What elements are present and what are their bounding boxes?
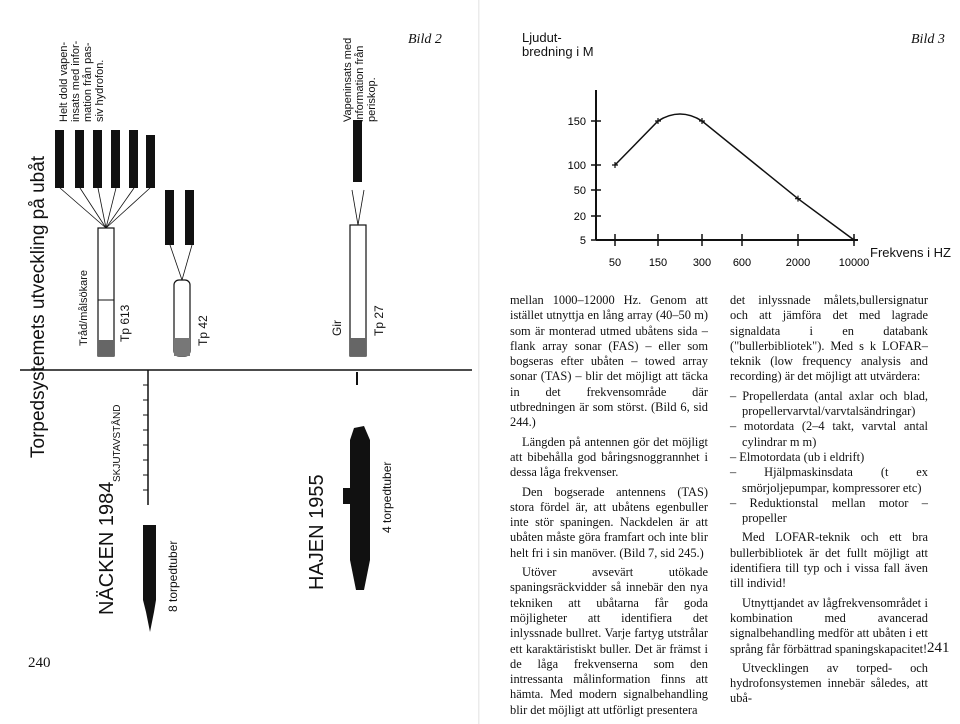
figure-label-bild-3: Bild 3 bbox=[911, 32, 945, 47]
y-tick-label: 150 bbox=[567, 116, 586, 128]
x-tick-label: 10000 bbox=[838, 257, 870, 269]
figure-label-bild-2: Bild 2 bbox=[408, 32, 442, 47]
x-tick-label: 300 bbox=[692, 257, 712, 269]
col2-paragraph-1: det inlyssnade målets,bullersignatur och att jämföra det med lagrade signaldata i en databank ("bullerbibliotek"). Med s k LOFAR–teknik (low frequency analysis and recording) är det möjligt att utvärdera: bbox=[730, 293, 928, 384]
guidance-wires bbox=[60, 188, 150, 228]
series-line bbox=[615, 114, 854, 240]
list-item: – Hjälpmaskinsdata (t ex smörjoljepumpar, kompressorer etc) bbox=[730, 465, 928, 495]
page-number-right: 241 bbox=[927, 640, 950, 656]
submarine-hajen bbox=[350, 426, 370, 590]
label-tubes-naecken: 8 torpedtuber bbox=[166, 540, 180, 612]
chart-y-axis-label: Ljudut- bredning i M bbox=[522, 30, 594, 59]
y-tick-label: 50 bbox=[573, 185, 586, 197]
col1-paragraph-1: mellan 1000–12000 Hz. Genom att istället utnyttja en lång array (40–50 m) som är monterad utmed ubåtens sida – flank array sonar (FAS) – eller som bogseras efter ubåten – towed array sonar (TAS) – blir det möjligt att täcka in det frekvensområde där utbredningen är som störst. (Bild 6, sid 244.) bbox=[510, 293, 708, 430]
figure-title: Torpedsystemets utveckling på ubåt bbox=[28, 155, 49, 458]
label-launch-distance: SKJUTAVSTÅND bbox=[112, 404, 123, 482]
note-periscope: Vapeninsats med information från periskop. bbox=[342, 37, 378, 122]
chart-x-axis-label: Frekvens i HZ bbox=[870, 245, 951, 260]
text-column-1 bbox=[510, 293, 708, 722]
torpedo-tp27 bbox=[350, 225, 366, 356]
x-tick-label: 50 bbox=[608, 257, 622, 269]
submarine-naecken bbox=[143, 525, 156, 632]
list-item: – Propellerdata (antal axlar och blad, propellervarvtal/varvtalsändringar) bbox=[730, 388, 928, 419]
x-tick-label: 2000 bbox=[785, 257, 811, 269]
label-naecken-1984: NÄCKEN 1984 bbox=[96, 481, 118, 615]
col1-paragraph-2: Längden på antennen gör det möjligt att bibehålla god båringsnoggrannhet i dessa låga frekvenser. bbox=[510, 434, 708, 480]
label-gyro: Gir bbox=[330, 320, 344, 336]
text-column-2 bbox=[730, 293, 928, 711]
col2-paragraph-2: Med LOFAR-teknik och ett bra bullerbibliotek är det fullt möjligt att identifiera till typ och i vissa fall även till individ! bbox=[730, 530, 928, 591]
label-tp42: Tp 42 bbox=[196, 315, 210, 346]
label-tp27: Tp 27 bbox=[372, 305, 386, 336]
list-item: – Reduktionstal mellan motor – propeller bbox=[730, 495, 928, 526]
label-guidance: Tråd/målsökare bbox=[78, 269, 90, 346]
torpedo-tp613 bbox=[98, 228, 114, 356]
y-tick-label: 5 bbox=[579, 235, 586, 247]
col1-paragraph-4: Utöver avsevärt utökade spaningsräckvidder så innebär den nya tekniken att ubåtarna får goda möjligheter att identifiera det inlyssnade bullret. Varje fartyg utstrålar ett karaktäristiskt buller. Det är främst i de låga frekvenserna som den intressanta målinformation finns att hämta. Med modern signalbehandling blir det möjligt att utförligt presentera bbox=[510, 565, 708, 717]
col1-paragraph-3: Den bogserade antennens (TAS) stora fördel är, att ubåtens egenbuller inte stör spaningen. Nackdelen är att ubåten måste göra framfart och inte blir helt fri i sin manöver. (Bild 7, sid 245.) bbox=[510, 484, 708, 560]
col2-paragraph-3: Utnyttjandet av lågfrekvensområdet i kombination med avancerad signalbehandling medför att ubåten i ett språng får förbättrad spaningskapacitet! bbox=[730, 595, 928, 656]
y-tick-label: 100 bbox=[567, 160, 586, 172]
x-tick-label: 600 bbox=[732, 257, 752, 269]
label-hajen-1955: HAJEN 1955 bbox=[306, 474, 328, 590]
note-passive-hydrophone: Helt dold vapen- insats med infor- mation från pas- siv hydrofon. bbox=[58, 40, 106, 122]
label-tp613: Tp 613 bbox=[118, 304, 132, 342]
label-tubes-hajen: 4 torpedtuber bbox=[380, 461, 394, 533]
target-ships bbox=[55, 130, 155, 188]
right-page bbox=[480, 0, 960, 724]
list-item: – motordata (2–4 takt, varvtal antal cylindrar m m) bbox=[730, 419, 928, 449]
y-tick-label: 20 bbox=[573, 211, 586, 223]
list-item: – Elmotordata (ub i eldrift) bbox=[730, 449, 865, 464]
col2-paragraph-4: Utvecklingen av torped- och hydrofonsystemen innebär således, att ubå- bbox=[730, 660, 928, 706]
page-number-left: 240 bbox=[28, 655, 51, 671]
x-tick-label: 150 bbox=[648, 257, 668, 269]
lofar-list bbox=[730, 389, 928, 527]
